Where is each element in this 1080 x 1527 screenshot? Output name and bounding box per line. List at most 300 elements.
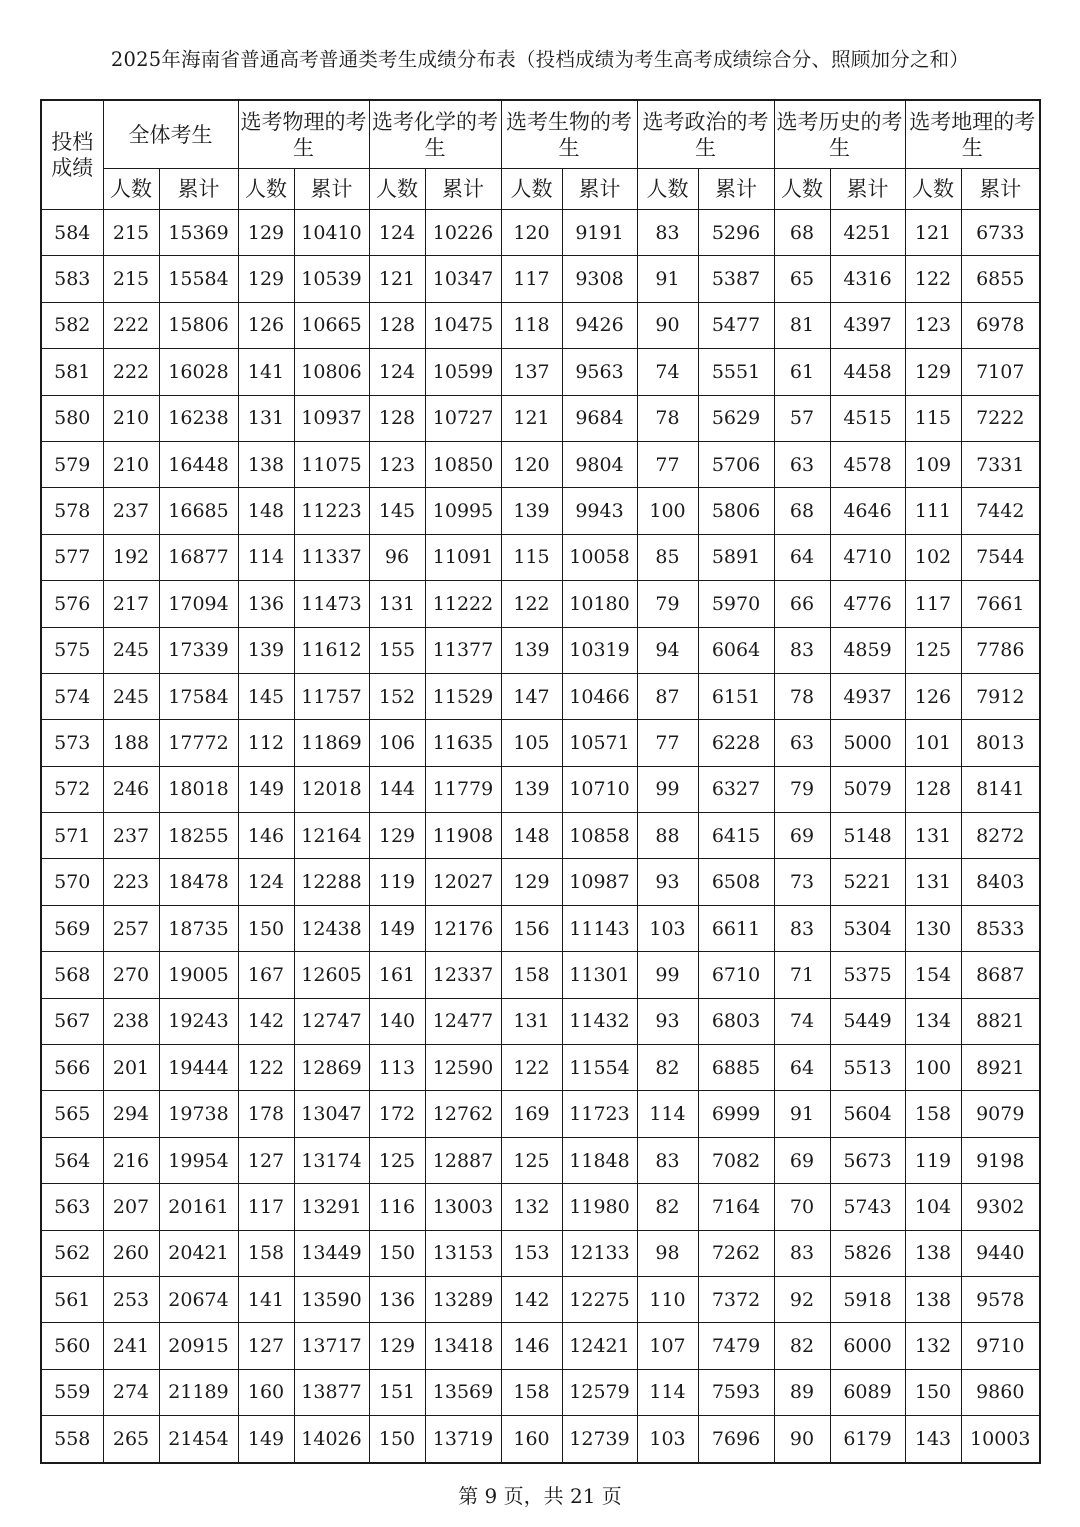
cell-all-count: 192	[103, 534, 159, 580]
cell-physics-count: 146	[238, 813, 294, 859]
cell-biology-cumulative: 11301	[562, 952, 637, 998]
cell-geography-count: 132	[905, 1323, 961, 1369]
cell-history-cumulative: 4316	[830, 256, 905, 302]
cell-history-cumulative: 4776	[830, 581, 905, 627]
cell-physics-count: 122	[238, 1045, 294, 1091]
cell-biology-cumulative: 11848	[562, 1137, 637, 1183]
cell-geography-count: 130	[905, 905, 961, 951]
cell-score: 566	[41, 1045, 103, 1091]
cell-all-cumulative: 15806	[159, 302, 238, 348]
cell-geography-count: 119	[905, 1137, 961, 1183]
cell-biology-cumulative: 12421	[562, 1323, 637, 1369]
table-row	[41, 349, 1040, 395]
cell-geography-count: 129	[905, 349, 961, 395]
cell-score: 558	[41, 1416, 103, 1463]
cell-physics-cumulative: 11337	[294, 534, 369, 580]
table-row	[41, 1230, 1040, 1276]
table-row	[41, 534, 1040, 580]
cell-score: 581	[41, 349, 103, 395]
cell-physics-count: 112	[238, 720, 294, 766]
cell-history-count: 63	[774, 441, 830, 487]
cell-politics-cumulative: 6508	[698, 859, 774, 905]
cell-politics-cumulative: 5477	[698, 302, 774, 348]
header-group-politics: 选考政治的考生	[637, 100, 774, 169]
cell-all-cumulative: 20915	[159, 1323, 238, 1369]
cell-geography-cumulative: 6733	[961, 210, 1040, 256]
cell-biology-count: 115	[501, 534, 562, 580]
cell-biology-cumulative: 10180	[562, 581, 637, 627]
cell-history-cumulative: 5079	[830, 766, 905, 812]
cell-history-count: 69	[774, 813, 830, 859]
cell-politics-count: 107	[637, 1323, 698, 1369]
header-group-biology: 选考生物的考生	[501, 100, 637, 169]
cell-physics-count: 114	[238, 534, 294, 580]
cell-geography-cumulative: 7442	[961, 488, 1040, 534]
score-distribution-table	[40, 99, 1041, 1464]
cell-chemistry-cumulative: 11779	[425, 766, 501, 812]
cell-politics-count: 79	[637, 581, 698, 627]
cell-chemistry-count: 144	[369, 766, 425, 812]
cell-biology-cumulative: 10058	[562, 534, 637, 580]
cell-score: 562	[41, 1230, 103, 1276]
cell-chemistry-cumulative: 12762	[425, 1091, 501, 1137]
cell-chemistry-cumulative: 13003	[425, 1184, 501, 1230]
cell-history-cumulative: 4646	[830, 488, 905, 534]
header-score-label: 投档成绩	[51, 130, 94, 180]
cell-politics-count: 93	[637, 998, 698, 1044]
cell-biology-cumulative: 10319	[562, 627, 637, 673]
cell-history-count: 63	[774, 720, 830, 766]
cell-physics-count: 149	[238, 1416, 294, 1463]
cell-chemistry-cumulative: 13418	[425, 1323, 501, 1369]
cell-all-count: 216	[103, 1137, 159, 1183]
header-cumulative: 累计	[830, 169, 905, 210]
cell-chemistry-cumulative: 11091	[425, 534, 501, 580]
cell-biology-cumulative: 9308	[562, 256, 637, 302]
cell-biology-cumulative: 9684	[562, 395, 637, 441]
cell-all-count: 274	[103, 1369, 159, 1415]
cell-biology-cumulative: 9943	[562, 488, 637, 534]
cell-geography-cumulative: 8272	[961, 813, 1040, 859]
cell-chemistry-cumulative: 12477	[425, 998, 501, 1044]
cell-politics-count: 98	[637, 1230, 698, 1276]
cell-physics-count: 117	[238, 1184, 294, 1230]
cell-biology-cumulative: 10571	[562, 720, 637, 766]
cell-score: 559	[41, 1369, 103, 1415]
cell-biology-count: 139	[501, 627, 562, 673]
cell-politics-count: 114	[637, 1091, 698, 1137]
cell-history-count: 79	[774, 766, 830, 812]
cell-geography-count: 101	[905, 720, 961, 766]
cell-chemistry-cumulative: 11377	[425, 627, 501, 673]
cell-geography-cumulative: 8921	[961, 1045, 1040, 1091]
cell-physics-cumulative: 11223	[294, 488, 369, 534]
page-title: 2025年海南省普通高考普通类考生成绩分布表（投档成绩为考生高考成绩综合分、照顾加分之和）	[110, 48, 970, 71]
cell-biology-count: 105	[501, 720, 562, 766]
cell-chemistry-cumulative: 13153	[425, 1230, 501, 1276]
table-row	[41, 673, 1040, 719]
cell-physics-cumulative: 11473	[294, 581, 369, 627]
cell-physics-count: 160	[238, 1369, 294, 1415]
cell-geography-count: 126	[905, 673, 961, 719]
cell-biology-cumulative: 11143	[562, 905, 637, 951]
cell-chemistry-count: 131	[369, 581, 425, 627]
cell-history-cumulative: 5304	[830, 905, 905, 951]
cell-history-cumulative: 5375	[830, 952, 905, 998]
cell-all-cumulative: 19243	[159, 998, 238, 1044]
cell-politics-cumulative: 5629	[698, 395, 774, 441]
cell-politics-count: 103	[637, 1416, 698, 1463]
cell-chemistry-cumulative: 10727	[425, 395, 501, 441]
cell-politics-cumulative: 5387	[698, 256, 774, 302]
cell-physics-cumulative: 13449	[294, 1230, 369, 1276]
cell-biology-count: 122	[501, 1045, 562, 1091]
cell-geography-count: 154	[905, 952, 961, 998]
cell-history-cumulative: 6089	[830, 1369, 905, 1415]
cell-history-cumulative: 6000	[830, 1323, 905, 1369]
cell-physics-count: 142	[238, 998, 294, 1044]
cell-chemistry-cumulative: 10850	[425, 441, 501, 487]
cell-physics-cumulative: 13877	[294, 1369, 369, 1415]
cell-history-count: 68	[774, 210, 830, 256]
cell-history-cumulative: 4937	[830, 673, 905, 719]
cell-geography-cumulative: 7661	[961, 581, 1040, 627]
cell-all-cumulative: 20674	[159, 1276, 238, 1322]
cell-biology-count: 120	[501, 210, 562, 256]
cell-politics-cumulative: 6228	[698, 720, 774, 766]
cell-all-cumulative: 17772	[159, 720, 238, 766]
cell-all-count: 217	[103, 581, 159, 627]
cell-chemistry-count: 150	[369, 1416, 425, 1463]
cell-chemistry-count: 128	[369, 395, 425, 441]
header-count: 人数	[501, 169, 562, 210]
cell-all-count: 210	[103, 441, 159, 487]
cell-all-count: 238	[103, 998, 159, 1044]
cell-biology-cumulative: 11432	[562, 998, 637, 1044]
cell-chemistry-cumulative: 13569	[425, 1369, 501, 1415]
cell-all-cumulative: 20161	[159, 1184, 238, 1230]
cell-history-cumulative: 5449	[830, 998, 905, 1044]
cell-chemistry-count: 129	[369, 1323, 425, 1369]
cell-physics-cumulative: 14026	[294, 1416, 369, 1463]
cell-all-count: 222	[103, 302, 159, 348]
cell-geography-cumulative: 8141	[961, 766, 1040, 812]
cell-history-cumulative: 4397	[830, 302, 905, 348]
cell-all-count: 246	[103, 766, 159, 812]
cell-politics-count: 83	[637, 210, 698, 256]
cell-biology-count: 117	[501, 256, 562, 302]
cell-score: 570	[41, 859, 103, 905]
cell-politics-cumulative: 6885	[698, 1045, 774, 1091]
cell-geography-count: 138	[905, 1230, 961, 1276]
cell-physics-cumulative: 11075	[294, 441, 369, 487]
cell-geography-count: 138	[905, 1276, 961, 1322]
cell-geography-count: 104	[905, 1184, 961, 1230]
cell-biology-cumulative: 12579	[562, 1369, 637, 1415]
cell-history-count: 64	[774, 534, 830, 580]
table-row	[41, 813, 1040, 859]
cell-all-cumulative: 19005	[159, 952, 238, 998]
cell-history-count: 83	[774, 905, 830, 951]
cell-score: 560	[41, 1323, 103, 1369]
cell-history-count: 64	[774, 1045, 830, 1091]
cell-geography-count: 115	[905, 395, 961, 441]
cell-politics-count: 99	[637, 952, 698, 998]
cell-score: 572	[41, 766, 103, 812]
cell-all-count: 241	[103, 1323, 159, 1369]
header-count: 人数	[369, 169, 425, 210]
cell-geography-cumulative: 9710	[961, 1323, 1040, 1369]
header-row-groups	[41, 100, 1040, 169]
cell-politics-count: 78	[637, 395, 698, 441]
cell-politics-count: 94	[637, 627, 698, 673]
cell-geography-cumulative: 9440	[961, 1230, 1040, 1276]
cell-physics-cumulative: 10665	[294, 302, 369, 348]
cell-chemistry-count: 145	[369, 488, 425, 534]
cell-score: 569	[41, 905, 103, 951]
cell-all-cumulative: 16448	[159, 441, 238, 487]
cell-biology-cumulative: 12275	[562, 1276, 637, 1322]
cell-geography-count: 158	[905, 1091, 961, 1137]
cell-geography-cumulative: 8533	[961, 905, 1040, 951]
cell-physics-count: 167	[238, 952, 294, 998]
cell-physics-count: 131	[238, 395, 294, 441]
cell-all-cumulative: 20421	[159, 1230, 238, 1276]
cell-history-count: 89	[774, 1369, 830, 1415]
cell-history-cumulative: 4578	[830, 441, 905, 487]
cell-politics-cumulative: 6151	[698, 673, 774, 719]
cell-physics-count: 126	[238, 302, 294, 348]
cell-all-count: 222	[103, 349, 159, 395]
cell-physics-cumulative: 12869	[294, 1045, 369, 1091]
cell-history-cumulative: 4251	[830, 210, 905, 256]
header-cumulative: 累计	[425, 169, 501, 210]
cell-politics-count: 83	[637, 1137, 698, 1183]
cell-all-cumulative: 16238	[159, 395, 238, 441]
cell-geography-cumulative: 7107	[961, 349, 1040, 395]
cell-physics-count: 150	[238, 905, 294, 951]
cell-history-cumulative: 4458	[830, 349, 905, 395]
cell-politics-cumulative: 5296	[698, 210, 774, 256]
cell-geography-count: 117	[905, 581, 961, 627]
cell-history-count: 61	[774, 349, 830, 395]
cell-history-count: 57	[774, 395, 830, 441]
cell-geography-count: 102	[905, 534, 961, 580]
table-row	[41, 1416, 1040, 1463]
cell-biology-count: 132	[501, 1184, 562, 1230]
cell-history-cumulative: 4859	[830, 627, 905, 673]
cell-politics-cumulative: 5891	[698, 534, 774, 580]
cell-politics-cumulative: 7082	[698, 1137, 774, 1183]
table-row	[41, 720, 1040, 766]
cell-score: 582	[41, 302, 103, 348]
cell-biology-count: 137	[501, 349, 562, 395]
cell-chemistry-cumulative: 12176	[425, 905, 501, 951]
header-score	[41, 100, 103, 210]
cell-score: 579	[41, 441, 103, 487]
cell-chemistry-cumulative: 13289	[425, 1276, 501, 1322]
cell-history-cumulative: 4710	[830, 534, 905, 580]
cell-politics-count: 82	[637, 1045, 698, 1091]
cell-physics-count: 141	[238, 1276, 294, 1322]
cell-chemistry-cumulative: 11529	[425, 673, 501, 719]
table-row	[41, 952, 1040, 998]
cell-chemistry-cumulative: 11908	[425, 813, 501, 859]
cell-geography-count: 122	[905, 256, 961, 302]
cell-physics-cumulative: 11757	[294, 673, 369, 719]
cell-geography-cumulative: 9578	[961, 1276, 1040, 1322]
cell-history-cumulative: 5148	[830, 813, 905, 859]
table-row	[41, 859, 1040, 905]
cell-physics-cumulative: 13291	[294, 1184, 369, 1230]
table-body	[41, 210, 1040, 1463]
cell-politics-count: 114	[637, 1369, 698, 1415]
header-cumulative: 累计	[294, 169, 369, 210]
cell-chemistry-count: 128	[369, 302, 425, 348]
header-cumulative: 累计	[562, 169, 637, 210]
cell-history-count: 91	[774, 1091, 830, 1137]
cell-geography-cumulative: 8821	[961, 998, 1040, 1044]
cell-physics-count: 129	[238, 256, 294, 302]
cell-all-cumulative: 17584	[159, 673, 238, 719]
cell-all-cumulative: 19954	[159, 1137, 238, 1183]
table-row	[41, 1091, 1040, 1137]
cell-physics-cumulative: 12288	[294, 859, 369, 905]
cell-score: 565	[41, 1091, 103, 1137]
cell-score: 568	[41, 952, 103, 998]
cell-all-count: 201	[103, 1045, 159, 1091]
cell-politics-count: 77	[637, 441, 698, 487]
cell-chemistry-count: 119	[369, 859, 425, 905]
cell-physics-cumulative: 10937	[294, 395, 369, 441]
cell-geography-count: 128	[905, 766, 961, 812]
cell-history-count: 68	[774, 488, 830, 534]
cell-geography-cumulative: 9198	[961, 1137, 1040, 1183]
cell-politics-cumulative: 7593	[698, 1369, 774, 1415]
cell-all-count: 237	[103, 813, 159, 859]
cell-geography-cumulative: 9079	[961, 1091, 1040, 1137]
cell-politics-count: 93	[637, 859, 698, 905]
header-count: 人数	[905, 169, 961, 210]
cell-physics-cumulative: 13174	[294, 1137, 369, 1183]
cell-all-cumulative: 17094	[159, 581, 238, 627]
cell-biology-count: 118	[501, 302, 562, 348]
cell-all-cumulative: 19738	[159, 1091, 238, 1137]
cell-chemistry-count: 113	[369, 1045, 425, 1091]
cell-all-cumulative: 18255	[159, 813, 238, 859]
cell-geography-cumulative: 8687	[961, 952, 1040, 998]
cell-history-count: 90	[774, 1416, 830, 1463]
cell-politics-cumulative: 6611	[698, 905, 774, 951]
cell-geography-count: 143	[905, 1416, 961, 1463]
cell-geography-cumulative: 10003	[961, 1416, 1040, 1463]
cell-politics-cumulative: 7479	[698, 1323, 774, 1369]
cell-all-count: 215	[103, 210, 159, 256]
cell-biology-cumulative: 11554	[562, 1045, 637, 1091]
cell-politics-count: 74	[637, 349, 698, 395]
cell-physics-count: 139	[238, 627, 294, 673]
cell-geography-count: 121	[905, 210, 961, 256]
cell-score: 571	[41, 813, 103, 859]
cell-physics-cumulative: 12164	[294, 813, 369, 859]
cell-score: 575	[41, 627, 103, 673]
cell-biology-count: 146	[501, 1323, 562, 1369]
cell-history-count: 83	[774, 1230, 830, 1276]
cell-chemistry-cumulative: 12337	[425, 952, 501, 998]
cell-all-cumulative: 18018	[159, 766, 238, 812]
cell-politics-cumulative: 5970	[698, 581, 774, 627]
cell-physics-count: 129	[238, 210, 294, 256]
cell-geography-count: 125	[905, 627, 961, 673]
table-row	[41, 1137, 1040, 1183]
cell-score: 561	[41, 1276, 103, 1322]
cell-politics-cumulative: 5706	[698, 441, 774, 487]
cell-geography-count: 131	[905, 813, 961, 859]
cell-chemistry-cumulative: 10475	[425, 302, 501, 348]
table-row	[41, 581, 1040, 627]
cell-score: 563	[41, 1184, 103, 1230]
cell-all-cumulative: 16877	[159, 534, 238, 580]
cell-all-count: 237	[103, 488, 159, 534]
cell-all-cumulative: 15369	[159, 210, 238, 256]
cell-physics-count: 124	[238, 859, 294, 905]
table-row	[41, 627, 1040, 673]
cell-politics-count: 90	[637, 302, 698, 348]
cell-physics-count: 145	[238, 673, 294, 719]
cell-biology-count: 158	[501, 1369, 562, 1415]
table-row	[41, 1323, 1040, 1369]
cell-history-cumulative: 4515	[830, 395, 905, 441]
cell-physics-count: 136	[238, 581, 294, 627]
cell-all-cumulative: 18478	[159, 859, 238, 905]
cell-all-cumulative: 18735	[159, 905, 238, 951]
cell-all-cumulative: 19444	[159, 1045, 238, 1091]
cell-history-cumulative: 5826	[830, 1230, 905, 1276]
cell-history-count: 82	[774, 1323, 830, 1369]
header-group-chemistry: 选考化学的考生	[369, 100, 501, 169]
cell-all-cumulative: 15584	[159, 256, 238, 302]
cell-all-cumulative: 17339	[159, 627, 238, 673]
cell-chemistry-count: 116	[369, 1184, 425, 1230]
cell-physics-cumulative: 13717	[294, 1323, 369, 1369]
cell-politics-cumulative: 7262	[698, 1230, 774, 1276]
header-cumulative: 累计	[159, 169, 238, 210]
cell-biology-count: 148	[501, 813, 562, 859]
cell-history-count: 81	[774, 302, 830, 348]
cell-chemistry-cumulative: 13719	[425, 1416, 501, 1463]
cell-chemistry-count: 125	[369, 1137, 425, 1183]
cell-all-count: 294	[103, 1091, 159, 1137]
cell-history-cumulative: 5000	[830, 720, 905, 766]
cell-politics-cumulative: 6064	[698, 627, 774, 673]
cell-geography-count: 100	[905, 1045, 961, 1091]
cell-chemistry-count: 106	[369, 720, 425, 766]
cell-all-count: 257	[103, 905, 159, 951]
cell-biology-count: 122	[501, 581, 562, 627]
cell-history-count: 83	[774, 627, 830, 673]
cell-history-count: 92	[774, 1276, 830, 1322]
cell-history-count: 70	[774, 1184, 830, 1230]
cell-politics-count: 77	[637, 720, 698, 766]
cell-all-cumulative: 21454	[159, 1416, 238, 1463]
cell-all-count: 260	[103, 1230, 159, 1276]
cell-biology-cumulative: 9804	[562, 441, 637, 487]
cell-geography-cumulative: 7222	[961, 395, 1040, 441]
cell-biology-cumulative: 10858	[562, 813, 637, 859]
header-count: 人数	[774, 169, 830, 210]
cell-biology-cumulative: 10710	[562, 766, 637, 812]
cell-biology-count: 121	[501, 395, 562, 441]
